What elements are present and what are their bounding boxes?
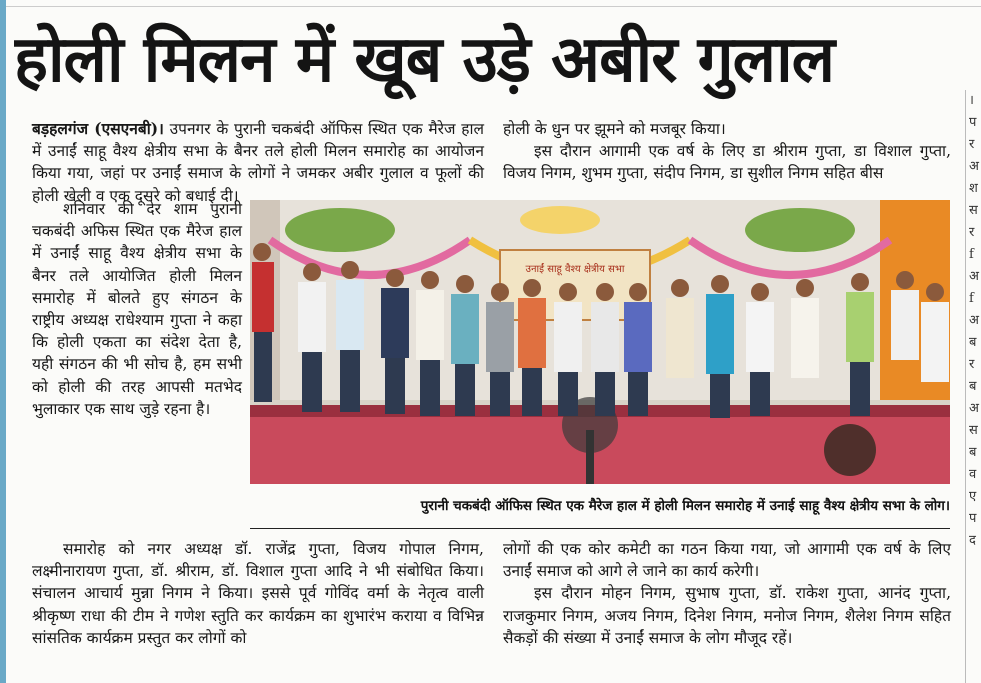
adjacent-column-glyph: अ: [969, 401, 979, 416]
photo-caption: पुरानी चकबंदी ऑफिस स्थित एक मैरेज हाल में होली मिलन समारोह में उनाई साहू वैश्य क्षेत्रीय सभा के लोग।: [250, 486, 950, 529]
page-edge: [0, 0, 6, 683]
adjacent-column-glyph: ए: [969, 489, 977, 504]
adjacent-column-glyph: व: [969, 467, 977, 482]
adjacent-column-glyph: अ: [969, 269, 979, 284]
article-paragraph-3: समारोह को नगर अध्यक्ष डॉ. राजेंद्र गुप्ता, विजय गोपाल निगम, लक्ष्मीनारायण गुप्ता, डॉ. श्रीराम, डॉ. विशाल गुप्ता आदि ने भी संबोधित किया। संचालन आचार्य मुन्ना निगम ने किया। इससे पूर्व गोविंद वर्मा के नेतृत्व वाली श्रीकृष्ण राधा की टीम ने गणेश स्तुति कर कार्यक्रम का शुभारंभ कराया व विभिन्न सांसतिक कार्यक्रम प्रस्तुत कर लोगों को: [32, 540, 484, 647]
event-photo: [250, 200, 950, 484]
adjacent-column-glyph: र: [969, 137, 975, 152]
adjacent-column-glyph: प: [969, 115, 977, 130]
paragraph-text: उपनगर के पुरानी चकबंदी ऑफिस स्थित एक मैरेज हाल में उनाईं साहू वैश्य क्षेत्रीय सभा के बैनर तले होली मिलन समारोह का आयोजन किया गया, जहां पर उनाईं समाज के लोगों ने जमकर अबीर गुलाल व फूलों की होली खेली व एक दूसरे को बधाई दी।: [32, 120, 484, 205]
adjacent-column-glyph: अ: [969, 159, 979, 174]
adjacent-column-glyph: ।: [969, 93, 974, 108]
adjacent-column-glyph: f: [969, 247, 974, 262]
adjacent-column-glyph: ब: [969, 379, 977, 394]
event-photo-illustration: [250, 200, 950, 484]
top-rule: [0, 0, 981, 7]
adjacent-column-glyph: f: [969, 291, 974, 306]
article-paragraph-1: [32, 118, 484, 207]
right-column-bottom: [503, 538, 951, 649]
dateline: बड़हलगंज (एसएनबी)।: [32, 119, 164, 138]
adjacent-column-glyph: स: [969, 203, 978, 218]
adjacent-column-glyph: द: [969, 533, 976, 548]
adjacent-column-glyph: स: [969, 423, 978, 438]
photo-banner-text: उनाईं साहू वैश्य क्षेत्रीय सभा: [525, 264, 625, 275]
paragraph-text: इस दौरान मोहन निगम, सुभाष गुप्ता, डॉ. राकेश गुप्ता, आनंद गुप्ता, राजकुमार निगम, अजय निगम, दिनेश निगम, मनोज निगम, शैलेश निगम सहित सैकड़ों की संख्या में उनाईं समाज के लोग मौजूद रहें।: [503, 584, 951, 647]
adjacent-article-column: [965, 90, 981, 683]
article-paragraph-2: शनिवार की देर शाम पुरानी चकबंदी अफिस स्थित एक मैरेज हाल में उनाईं साहू वैश्य क्षेत्रीय सभा के बैनर तले आयोजित होली मिलन समारोह में बोलते हुए संगठन के राष्ट्रीय अध्यक्ष राधेश्याम गुप्ता ने कहा कि होली एकता का संदेश देता है, यही संगठन की भी सोच है, हम सभी को होली की तरह आपसी मतभेद भुलाकार एक साथ जुड़े रहना है।: [32, 200, 242, 418]
adjacent-column-glyph: ब: [969, 335, 977, 350]
paragraph-text: होली के धुन पर झूमने को मजबूर किया।: [503, 120, 726, 138]
paragraph-text: इस दौरान आगामी एक वर्ष के लिए डा श्रीराम गुप्ता, डा विशाल गुप्ता, विजय निगम, शुभम गुप्ता, संदीप निगम, डा सुशील निगम सहित बीस: [503, 142, 951, 183]
adjacent-column-glyph: र: [969, 225, 975, 240]
adjacent-column-glyph: प: [969, 511, 977, 526]
adjacent-column-glyph: ब: [969, 445, 977, 460]
right-column-top: [503, 118, 951, 185]
adjacent-column-glyph: र: [969, 357, 975, 372]
paragraph-text: लोगों की एक कोर कमेटी का गठन किया गया, जो आगामी एक वर्ष के लिए उनाईं समाज को आगे ले जाने का कार्य करेगी।: [503, 540, 951, 581]
adjacent-column-glyph: श: [969, 181, 978, 196]
headline: होली मिलन में खूब उड़े अबीर गुलाल: [14, 23, 835, 97]
adjacent-column-glyph: अ: [969, 313, 979, 328]
